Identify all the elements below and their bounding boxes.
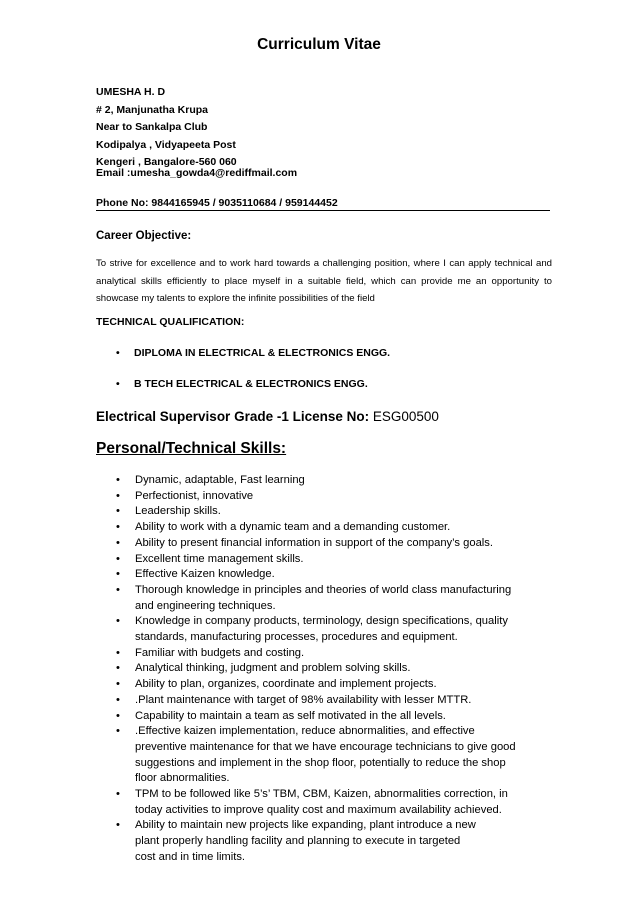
document-title: Curriculum Vitae (257, 36, 381, 53)
bullet-icon: • (116, 474, 120, 486)
license-number: ESG00500 (369, 409, 439, 424)
candidate-name: UMESHA H. D (96, 86, 166, 98)
bullet-icon: • (116, 536, 120, 549)
skill-text: Ability to present financial information in support of the company’s goals. (135, 536, 493, 549)
list-item (116, 693, 556, 709)
bullet-icon: • (116, 615, 120, 628)
skill-text: Excellent time management skills. (135, 552, 304, 565)
bullet-icon: • (116, 489, 120, 502)
address-block (96, 84, 237, 172)
skill-text: Ability to work with a dynamic team and a demanding customer. (135, 521, 451, 534)
skill-text: Effective Kaizen knowledge. (135, 568, 275, 581)
list-item (116, 504, 556, 520)
skill-text: Thorough knowledge in principles and theories of world class manufacturing and engineering techniques. (135, 583, 512, 612)
skill-text: Knowledge in company products, terminology, design specifications, quality standards, manufacturing processes, procedures and equipment. (135, 615, 508, 644)
bullet-icon: • (116, 693, 120, 706)
list-item (116, 646, 556, 662)
bullet-icon: • (116, 505, 120, 518)
skill-text: Ability to plan, organizes, coordinate and implement projects. (135, 678, 437, 691)
bullet-icon: • (116, 521, 120, 534)
list-item (116, 552, 556, 568)
career-objective-heading: Career Objective: (96, 230, 192, 242)
list-item (116, 614, 556, 645)
list-item (116, 818, 556, 865)
skill-text: Analytical thinking, judgment and problem solving skills. (135, 662, 411, 675)
bullet-icon: • (116, 709, 120, 722)
skill-text: .Plant maintenance with target of 98% availability with lesser MTTR. (135, 693, 472, 706)
list-item (116, 709, 556, 725)
qualification-item (116, 347, 390, 359)
career-objective-text: To strive for excellence and to work hard towards a challenging position, where I can apply technical and analytical skills efficiently to place myself in a suitable field, which can provide me an opportunity to showcase my talents to explore the infinite possibilities of the field (96, 258, 552, 304)
bullet-icon: • (116, 552, 120, 565)
skill-text: Familiar with budgets and costing. (135, 646, 305, 659)
qualification-text: DIPLOMA IN ELECTRICAL & ELECTRONICS ENGG. (134, 347, 391, 359)
qualification-text: B TECH ELECTRICAL & ELECTRONICS ENGG. (134, 378, 368, 390)
license-label: Electrical Supervisor Grade -1 License No: (96, 409, 370, 424)
address-line: Kodipalya , Vidyapeeta Post (96, 138, 236, 151)
list-item (116, 677, 556, 693)
skill-text: Ability to maintain new projects like expanding, plant introduce a new plant properly handling facility and planning to execute in targeted cost and in time limits. (135, 819, 476, 863)
address-line: Kengeri , Bangalore-560 060 (96, 156, 237, 168)
skill-text: .Effective kaizen implementation, reduce abnormalities, and effective preventive maintenance for that we have encourage technicians to give good suggestions and implement in the shop floor, potentially to reduce the shop floor abnormalities. (135, 725, 516, 785)
skill-text: Capability to maintain a team as self motivated in the all levels. (135, 709, 446, 722)
list-item (116, 567, 556, 583)
qualification-item (116, 378, 368, 390)
list-item (116, 583, 556, 614)
bullet-icon: • (116, 678, 120, 691)
skills-list (116, 473, 556, 866)
address-line: # 2, Manjunatha Krupa (96, 103, 209, 116)
skill-text: Perfectionist, innovative (135, 489, 254, 502)
skill-text: Leadership skills. (135, 505, 221, 518)
license-line (96, 409, 439, 424)
bullet-icon: • (116, 819, 120, 832)
bullet-icon: • (116, 347, 120, 359)
bullet-icon: • (116, 788, 120, 801)
list-item (116, 536, 556, 552)
list-item (116, 787, 556, 818)
skill-text: TPM to be followed like 5’s’ TBM, CBM, Kaizen, abnormalities correction, in today activities to improve quality cost and maximum availability achieved. (135, 788, 508, 816)
technical-qualification-heading: TECHNICAL QUALIFICATION: (96, 316, 245, 328)
list-item (116, 489, 556, 505)
list-item (116, 473, 556, 489)
bullet-icon: • (116, 378, 120, 390)
bullet-icon: • (116, 662, 120, 675)
bullet-icon: • (116, 646, 120, 659)
list-item (116, 520, 556, 536)
email-line: Email :umesha_gowda4@rediffmail.com (96, 167, 298, 179)
bullet-icon: • (116, 583, 120, 596)
bullet-icon: • (116, 725, 120, 738)
skill-text: Dynamic, adaptable, Fast learning (135, 474, 305, 486)
skills-heading: Personal/Technical Skills: (96, 440, 287, 457)
address-line: Near to Sankalpa Club (96, 121, 208, 133)
list-item (116, 724, 556, 787)
phone-line: Phone No: 9844165945 / 9035110684 / 959144452 (96, 197, 550, 211)
bullet-icon: • (116, 568, 120, 581)
list-item (116, 661, 556, 677)
